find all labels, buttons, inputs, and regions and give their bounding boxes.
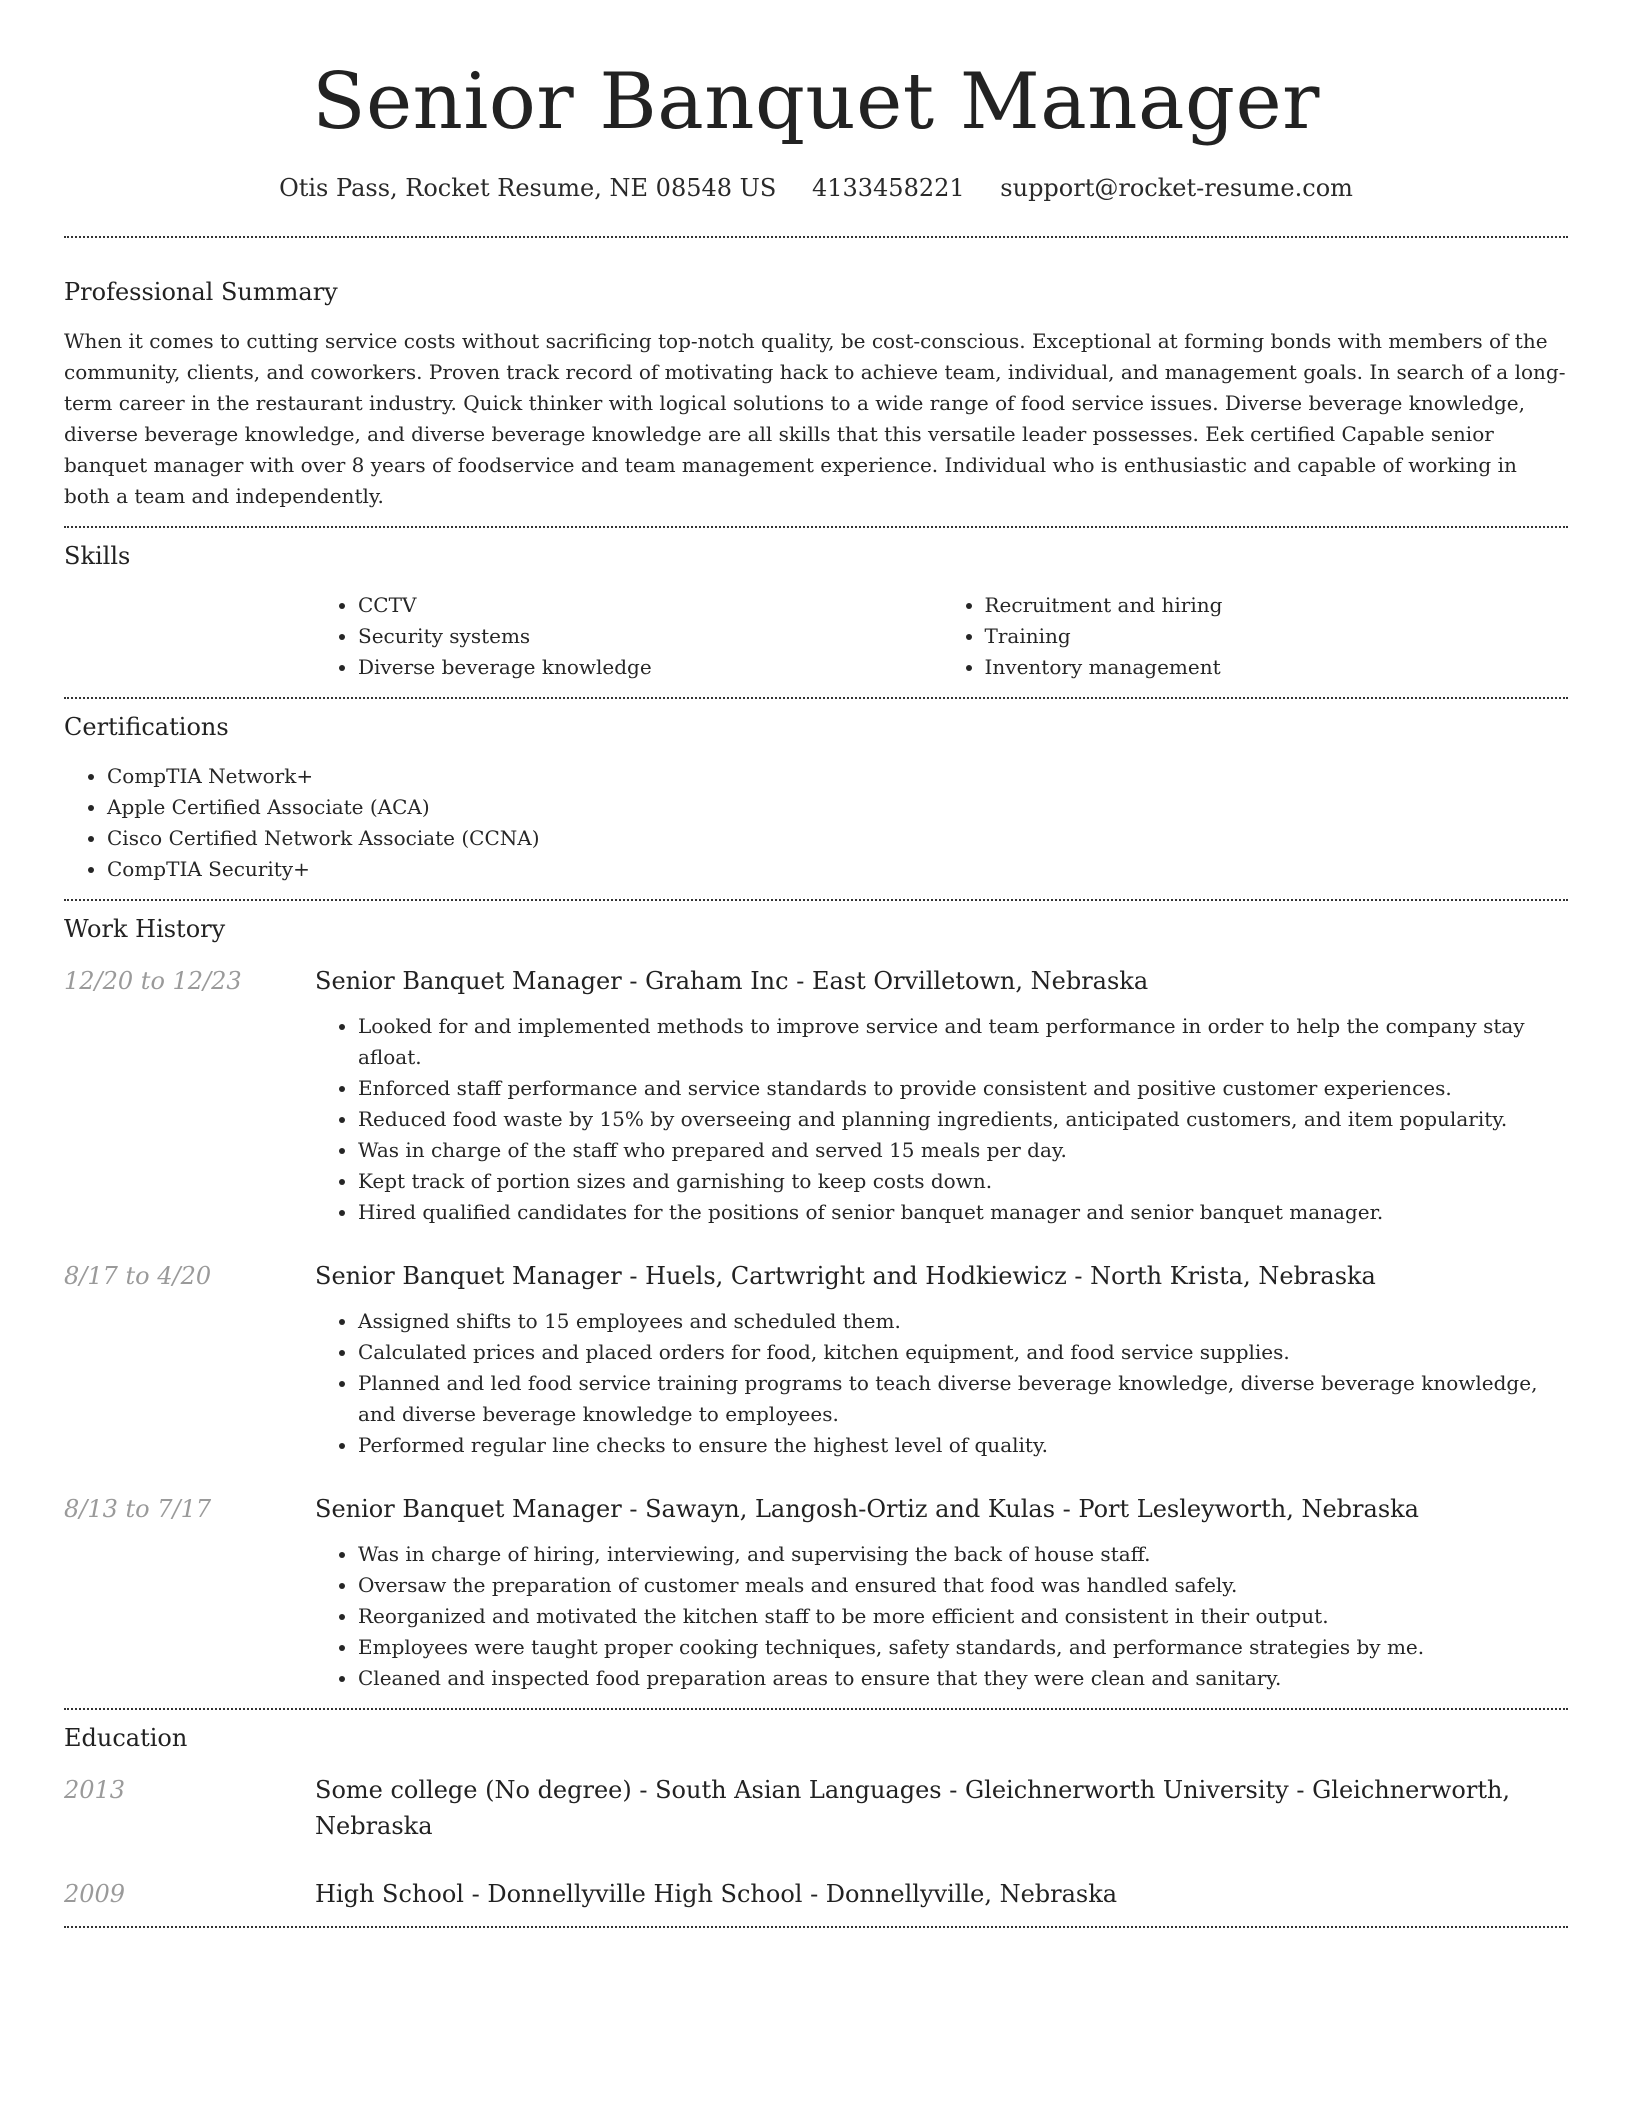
job-dates: 8/17 to 4/20 <box>64 1262 212 1290</box>
job-title <box>315 1258 1568 1294</box>
skill-item: • Diverse beverage knowledge <box>358 652 942 683</box>
education-degree: High School <box>315 1880 464 1908</box>
job-bullet: • Employees were taught proper cooking techniques, safety standards, and performance strategies by me. <box>358 1632 1568 1663</box>
education-year: 2013 <box>64 1776 126 1804</box>
certification-item: • Apple Certified Associate (ACA) <box>107 792 1568 823</box>
job-entry <box>64 1258 1568 1461</box>
job-bullet: • Reorganized and motivated the kitchen staff to be more efficient and consistent in their output. <box>358 1601 1568 1632</box>
job-role: Senior Banquet Manager <box>315 1495 622 1523</box>
skill-item: • Recruitment and hiring <box>985 590 1569 621</box>
skill-item: • CCTV <box>358 590 942 621</box>
section-divider <box>64 526 1568 528</box>
job-bullet: • Was in charge of the staff who prepared and served 15 meals per day. <box>358 1135 1568 1166</box>
job-entry <box>64 963 1568 1228</box>
education-details <box>315 1772 1568 1844</box>
certifications-section <box>64 711 1568 885</box>
job-bullet: • Calculated prices and placed orders for food, kitchen equipment, and food service supplies. <box>358 1337 1568 1368</box>
contact-email: support@rocket-resume.com <box>1000 174 1353 202</box>
work-heading: Work History <box>64 915 226 943</box>
skills-heading: Skills <box>64 542 131 570</box>
section-divider <box>64 1708 1568 1710</box>
skills-left-list <box>315 590 942 683</box>
job-dates: 12/20 to 12/23 <box>64 967 242 995</box>
job-bullet: • Enforced staff performance and service standards to provide consistent and positive customer experiences. <box>358 1073 1568 1104</box>
certification-item: • CompTIA Network+ <box>107 761 1568 792</box>
job-bullet: • Cleaned and inspected food preparation areas to ensure that they were clean and sanitary. <box>358 1663 1568 1694</box>
job-bullet: • Looked for and implemented methods to improve service and team performance in order to help the company stay afloat. <box>358 1011 1568 1073</box>
skills-grid <box>315 590 1568 683</box>
section-divider <box>64 1926 1568 1928</box>
job-bullet: • Kept track of portion sizes and garnishing to keep costs down. <box>358 1166 1568 1197</box>
contact-line <box>64 170 1568 206</box>
education-entry <box>64 1772 1568 1844</box>
job-bullet: • Hired qualified candidates for the positions of senior banquet manager and senior banquet manager. <box>358 1197 1568 1228</box>
job-bullet: • Oversaw the preparation of customer meals and ensured that food was handled safely. <box>358 1570 1568 1601</box>
job-entry <box>64 1491 1568 1694</box>
job-bullet: • Assigned shifts to 15 employees and scheduled them. <box>358 1306 1568 1337</box>
certifications-heading: Certifications <box>64 713 229 741</box>
work-section <box>64 913 1568 1694</box>
job-dates: 8/13 to 7/17 <box>64 1495 212 1523</box>
job-title <box>315 963 1568 999</box>
job-bullets <box>315 1011 1568 1228</box>
job-details <box>315 1491 1568 1694</box>
skill-item: • Training <box>985 621 1569 652</box>
job-bullets <box>315 1539 1568 1694</box>
skill-item: • Inventory management <box>985 652 1569 683</box>
job-bullet: • Performed regular line checks to ensure the highest level of quality. <box>358 1430 1568 1461</box>
skills-section <box>64 540 1568 683</box>
summary-heading: Professional Summary <box>64 278 338 306</box>
section-divider <box>64 236 1568 238</box>
summary-section <box>64 276 1568 512</box>
education-school: - Donnellyville High School - Donnellyville, Nebraska <box>463 1880 1118 1908</box>
job-role: Senior Banquet Manager <box>315 967 622 995</box>
skill-item: • Security systems <box>358 621 942 652</box>
job-bullets <box>315 1306 1568 1461</box>
job-details <box>315 1258 1568 1461</box>
job-bullet: • Was in charge of hiring, interviewing, and supervising the back of house staff. <box>358 1539 1568 1570</box>
job-employer: - Huels, Cartwright and Hodkiewicz - North Krista, Nebraska <box>621 1262 1376 1290</box>
job-employer: - Graham Inc - East Orvilletown, Nebraska <box>621 967 1149 995</box>
job-bullet: • Planned and led food service training programs to teach diverse beverage knowledge, diverse beverage knowledge, and diverse beverage knowledge to employees. <box>358 1368 1568 1430</box>
job-employer: - Sawayn, Langosh-Ortiz and Kulas - Port Lesleyworth, Nebraska <box>621 1495 1419 1523</box>
education-section <box>64 1722 1568 1912</box>
job-bullet: • Reduced food waste by 15% by overseeing and planning ingredients, anticipated customers, and item popularity. <box>358 1104 1568 1135</box>
skills-right-list <box>942 590 1569 683</box>
education-year: 2009 <box>64 1880 126 1908</box>
certifications-list <box>64 761 1568 885</box>
job-details <box>315 963 1568 1228</box>
education-school: - South Asian Languages - Gleichnerworth University - Gleichnerworth, Nebraska <box>315 1776 1511 1840</box>
education-entry <box>64 1876 1568 1912</box>
summary-text: When it comes to cutting service costs without sacrificing top-notch quality, be cost-conscious. Exceptional at forming bonds with members of the community, clients, and coworkers. Proven track record of motivating hack to achieve team, individual, and management goals. In search of a long-term career in the restaurant industry. Quick thinker with logical solutions to a wide range of food service issues. Diverse beverage knowledge, diverse beverage knowledge, and diverse beverage knowledge are all skills that this versatile leader possesses. Eek certified Capable senior banquet manager with over 8 years of foodservice and team management experience. Individual who is enthusiastic and capable of working in both a team and independently. <box>64 329 1566 508</box>
job-title <box>315 1491 1568 1527</box>
education-details <box>315 1876 1568 1912</box>
job-role: Senior Banquet Manager <box>315 1262 622 1290</box>
contact-address: Otis Pass, Rocket Resume, NE 08548 US <box>279 174 777 202</box>
certification-item: • CompTIA Security+ <box>107 854 1568 885</box>
certification-item: • Cisco Certified Network Associate (CCNA) <box>107 823 1568 854</box>
education-heading: Education <box>64 1724 188 1752</box>
education-degree: Some college (No degree) <box>315 1776 632 1804</box>
section-divider <box>64 697 1568 699</box>
contact-phone: 4133458221 <box>811 174 965 202</box>
resume-name: Senior Banquet Manager <box>312 57 1320 147</box>
section-divider <box>64 899 1568 901</box>
